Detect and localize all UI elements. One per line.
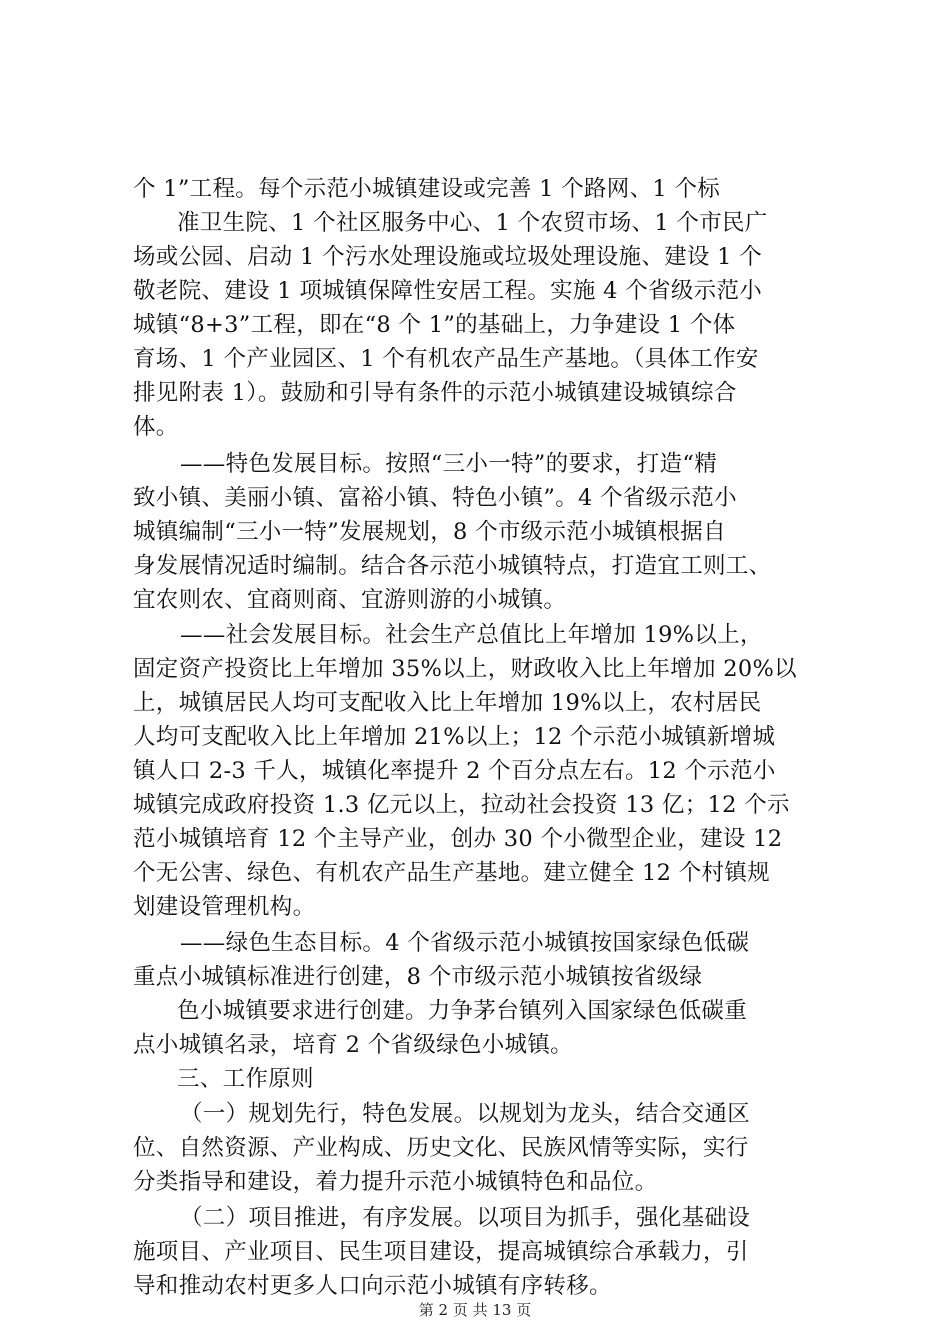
text-line: 人均可支配收入比上年增加 21%以上；12 个示范小城镇新增城 [133,724,776,750]
text-line: 镇人口 2-3 千人，城镇化率提升 2 个百分点左右。12 个示范小 [133,758,776,784]
section-heading: 三、工作原则 [177,1066,314,1092]
text-line: 城镇完成政府投资 1.3 亿元以上，拉动社会投资 13 亿；12 个示 [133,792,790,818]
text-line: 范小城镇培育 12 个主导产业，创办 30 个小微型企业，建设 12 [133,826,783,852]
text-line: 致小镇、美丽小镇、富裕小镇、特色小镇”。4 个省级示范小 [133,485,737,511]
text-line: 育场、1 个产业园区、1 个有机农产品生产基地。（具体工作安 [133,346,759,372]
text-line: 位、自然资源、产业构成、历史文化、民族风情等实际，实行 [133,1135,749,1161]
text-line: 上，城镇居民人均可支配收入比上年增加 19%以上，农村居民 [133,690,762,716]
text-line: 重点小城镇标准进行创建，8 个市级示范小城镇按省级绿 [133,964,703,990]
text-line: 准卫生院、1 个社区服务中心、1 个农贸市场、1 个市民广 [177,210,768,236]
text-line: ——绿色生态目标。4 个省级示范小城镇按国家绿色低碳 [180,930,750,956]
text-line: 体。 [133,414,179,440]
text-line: 城镇编制“三小一特”发展规划，8 个市级示范小城镇根据自 [133,519,726,545]
text-line: 导和推动农村更多人口向示范小城镇有序转移。 [133,1273,612,1299]
text-line: （二）项目推进，有序发展。以项目为抓手，强化基础设 [180,1205,751,1231]
text-line: 排见附表 1）。鼓励和引导有条件的示范小城镇建设城镇综合 [133,380,737,406]
text-line: （一）规划先行，特色发展。以规划为龙头，结合交通区 [180,1101,751,1127]
text-line: 个无公害、绿色、有机农产品生产基地。建立健全 12 个村镇规 [133,860,770,886]
page-footer: 第 2 页 共 13 页 [418,1301,532,1319]
text-line: 分类指导和建设，着力提升示范小城镇特色和品位。 [133,1169,658,1195]
text-line: 宜农则农、宜商则商、宜游则游的小城镇。 [133,587,567,613]
text-line: ——社会发展目标。社会生产总值比上年增加 19%以上， [180,622,763,648]
text-line: 划建设管理机构。 [133,894,316,920]
text-line: 个 1”工程。每个示范小城镇建设或完善 1 个路网、1 个标 [133,176,721,202]
text-line: 点小城镇名录，培育 2 个省级绿色小城镇。 [133,1032,573,1058]
text-line: 身发展情况适时编制。结合各示范小城镇特点，打造宜工则工、 [133,553,772,579]
text-line: 色小城镇要求进行创建。力争茅台镇列入国家绿色低碳重 [177,998,748,1024]
text-line: 场或公园、启动 1 个污水处理设施或垃圾处理设施、建设 1 个 [133,244,763,270]
text-line: 城镇“8+3”工程，即在“8 个 1”的基础上，力争建设 1 个体 [133,312,736,338]
text-line: 固定资产投资比上年增加 35%以上，财政收入比上年增加 20%以 [133,656,797,682]
text-line: ——特色发展目标。按照“三小一特”的要求，打造“精 [180,451,718,477]
text-line: 敬老院、建设 1 项城镇保障性安居工程。实施 4 个省级示范小 [133,278,763,304]
text-line: 施项目、产业项目、民生项目建设，提高城镇综合承载力，引 [133,1239,749,1265]
